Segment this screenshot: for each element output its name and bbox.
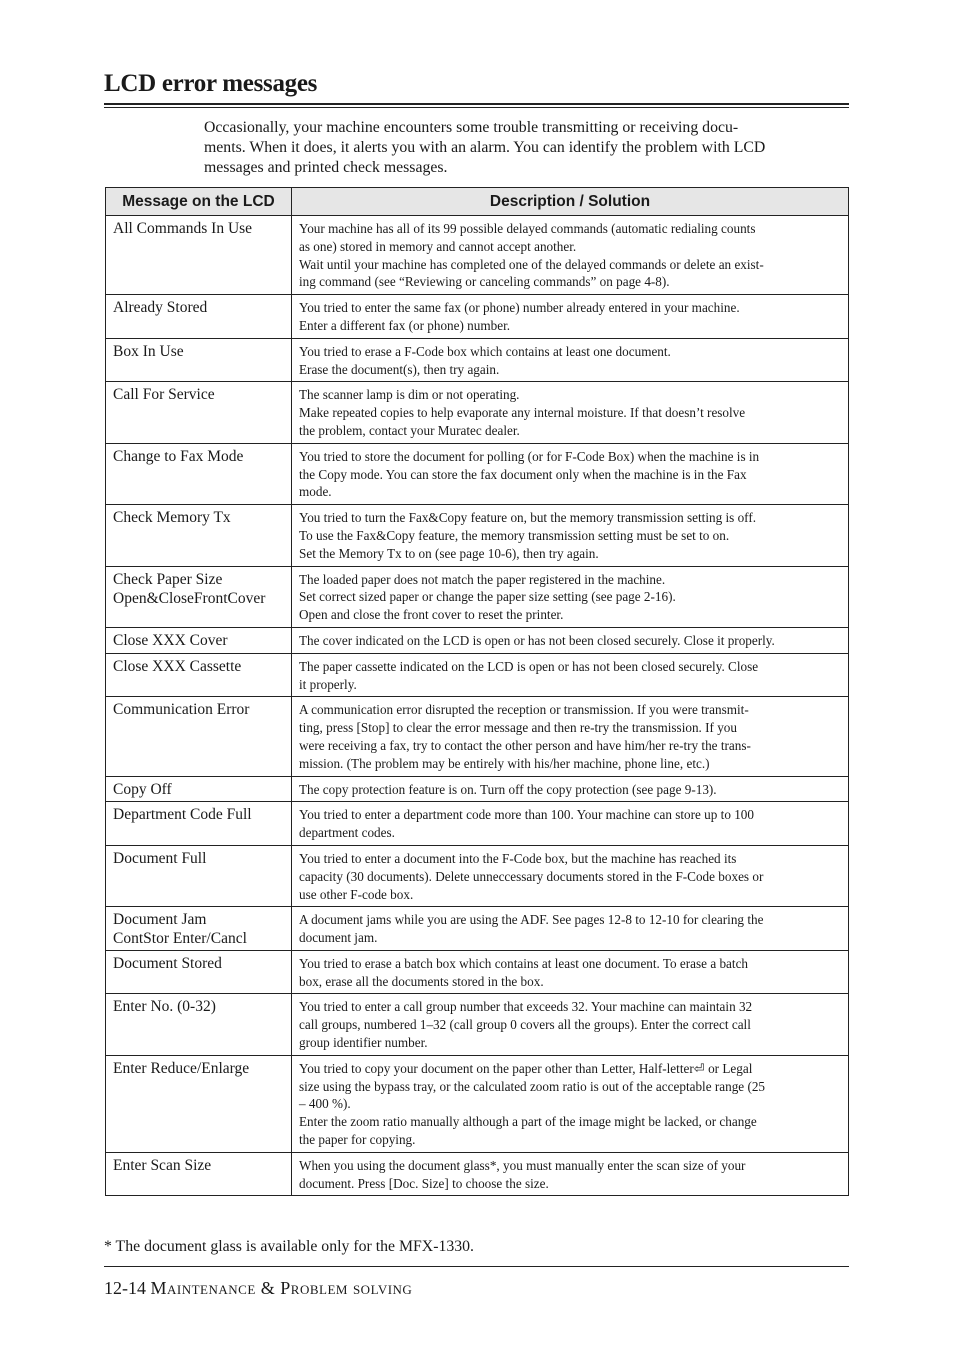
description-cell: [292, 627, 849, 653]
description-cell: [292, 845, 849, 906]
lcd-message-cell: [106, 382, 292, 443]
description-text: department codes.: [299, 825, 395, 841]
lcd-message-text: Enter No. (0-32): [113, 998, 216, 1016]
description-text: ing command (see “Reviewing or canceling commands” on page 4-8).: [299, 274, 670, 290]
table-row: [106, 907, 849, 951]
intro-line: ments. When it does, it alerts you with an alarm. You can identify the problem with LCD: [204, 139, 766, 156]
description-text: To use the Fax&Copy feature, the memory transmission setting must be set to on.: [299, 527, 730, 543]
lcd-message-text: Already Stored: [113, 299, 208, 317]
lcd-message-cell: [106, 1152, 292, 1196]
description-cell: [292, 1152, 849, 1196]
column-header-message: Message on the LCD: [106, 188, 292, 216]
intro-line: Occasionally, your machine encounters some trouble transmitting or receiving docu-: [204, 119, 739, 136]
description-cell: [292, 566, 849, 627]
column-header-description: Description / Solution: [292, 188, 849, 216]
lcd-message-text: Open&CloseFrontCover: [113, 589, 266, 607]
title-rule-thick: [104, 103, 849, 105]
table-row: [106, 653, 849, 697]
lcd-message-text: ContStor Enter/Cancl: [113, 930, 247, 948]
table-row: [106, 505, 849, 566]
table-header-row: [106, 188, 849, 216]
description-text: the problem, contact your Muratec dealer.: [299, 422, 520, 438]
lcd-message-cell: [106, 338, 292, 382]
table-row: [106, 697, 849, 776]
description-text: document. Press [Doc. Size] to choose the size.: [299, 1175, 549, 1191]
lcd-message-cell: [106, 907, 292, 951]
description-cell: [292, 907, 849, 951]
table-row: [106, 295, 849, 339]
description-text: Your machine has all of its 99 possible delayed commands (automatic redialing counts: [299, 221, 756, 236]
description-cell: [292, 802, 849, 846]
lcd-message-text: Document Jam: [113, 911, 207, 929]
lcd-message-text: Close XXX Cover: [113, 631, 228, 649]
lcd-message-cell: [106, 566, 292, 627]
description-text: You tried to erase a F-Code box which contains at least one document.: [299, 343, 671, 359]
description-text: the Copy mode. You can store the fax document only when the machine is in the Fax: [299, 466, 747, 482]
description-text: as one) stored in memory and cannot accept another.: [299, 238, 577, 254]
description-text: Set correct sized paper or change the paper size setting (see page 2-16).: [299, 589, 676, 605]
description-cell: [292, 295, 849, 339]
description-text: You tried to enter a call group number that exceeds 32. Your machine can maintain 32: [299, 999, 753, 1015]
lcd-message-cell: [106, 994, 292, 1055]
description-text: The paper cassette indicated on the LCD is open or has not been closed securely. Close: [299, 658, 759, 674]
description-text: Enter the zoom ratio manually although a part of the image might be lacked, or change: [299, 1114, 757, 1130]
description-text: group identifier number.: [299, 1035, 428, 1051]
lcd-message-cell: [106, 216, 292, 295]
description-text: size using the bypass tray, or the calculated zoom ratio is out of the acceptable range (25: [299, 1078, 766, 1094]
lcd-message-cell: [106, 443, 292, 504]
title-rule-thin: [104, 107, 849, 108]
description-text: A document jams while you are using the ADF. See pages 12-8 to 12-10 for clearing the: [299, 912, 764, 928]
description-cell: [292, 776, 849, 802]
description-text: You tried to erase a batch box which contains at least one document. To erase a batch: [299, 955, 749, 971]
section-title: Maintenance & Problem solving: [150, 1278, 413, 1298]
page-title: LCD error messages: [104, 70, 318, 97]
table-row: [106, 216, 849, 295]
lcd-message-cell: [106, 505, 292, 566]
description-cell: [292, 443, 849, 504]
lcd-message-text: Enter Reduce/Enlarge: [113, 1059, 250, 1077]
description-text: Enter a different fax (or phone) number.: [299, 317, 511, 333]
description-cell: [292, 338, 849, 382]
description-text: were receiving a fax, try to contact the other person and have him/her re-try the trans-: [299, 737, 751, 753]
description-text: A communication error disrupted the reception or transmission. If you were transmit-: [299, 702, 749, 718]
description-cell: [292, 653, 849, 697]
description-text: call groups, numbered 1–32 (call group 0 covers all the groups). Enter the correct call: [299, 1017, 751, 1033]
description-text: document jam.: [299, 930, 378, 946]
description-text: The loaded paper does not match the paper registered in the machine.: [299, 571, 666, 587]
description-text: Erase the document(s), then try again.: [299, 361, 500, 377]
table-row: [106, 338, 849, 382]
description-text: capacity (30 documents). Delete unneccessary documents stored in the F-Code boxes or: [299, 868, 764, 884]
lcd-message-text: Document Full: [113, 849, 207, 867]
description-text: You tried to enter a document into the F-Code box, but the machine has reached its: [299, 850, 737, 866]
description-text: ting, press [Stop] to clear the error message and then re-try the transmission. If you: [299, 720, 737, 736]
table-row: [106, 382, 849, 443]
lcd-message-text: Check Memory Tx: [113, 509, 231, 527]
lcd-message-text: Box In Use: [113, 342, 184, 360]
lcd-message-text: All Commands In Use: [113, 220, 253, 237]
lcd-message-text: Enter Scan Size: [113, 1156, 212, 1174]
description-text: You tried to enter the same fax (or phone) number already entered in your machine.: [299, 300, 740, 316]
lcd-message-cell: [106, 295, 292, 339]
lcd-message-text: Document Stored: [113, 954, 222, 972]
page-footer: [104, 1278, 412, 1299]
lcd-message-cell: [106, 802, 292, 846]
description-text: The cover indicated on the LCD is open or has not been closed securely. Close it properly.: [299, 632, 775, 648]
description-text: You tried to copy your document on the paper other than Letter, Half-letter⏎ or Legal: [299, 1060, 753, 1076]
description-text: The copy protection feature is on. Turn off the copy protection (see page 9-13).: [299, 781, 717, 797]
table-row: [106, 627, 849, 653]
description-cell: [292, 382, 849, 443]
lcd-message-cell: [106, 1055, 292, 1152]
description-cell: [292, 216, 849, 295]
lcd-message-cell: [106, 627, 292, 653]
description-cell: [292, 697, 849, 776]
lcd-message-cell: [106, 950, 292, 994]
lcd-message-cell: [106, 653, 292, 697]
description-text: mode.: [299, 484, 332, 500]
lcd-message-text: Copy Off: [113, 780, 172, 798]
description-text: Open and close the front cover to reset the printer.: [299, 607, 564, 623]
description-text: it properly.: [299, 676, 357, 692]
table-row: [106, 776, 849, 802]
description-cell: [292, 505, 849, 566]
table-row: [106, 802, 849, 846]
table-row: [106, 950, 849, 994]
description-text: box, erase all the documents stored in the box.: [299, 973, 544, 989]
description-text: the paper for copying.: [299, 1132, 416, 1148]
lcd-message-text: Check Paper Size: [113, 570, 223, 588]
lcd-message-text: Communication Error: [113, 701, 250, 719]
table-row: [106, 1055, 849, 1152]
lcd-message-text: Change to Fax Mode: [113, 447, 244, 465]
footnote: * The document glass is available only for the MFX-1330.: [104, 1238, 474, 1255]
table-row: [106, 566, 849, 627]
description-text: use other F-code box.: [299, 886, 414, 902]
table-row: [106, 845, 849, 906]
table-row: [106, 994, 849, 1055]
description-text: mission. (The problem may be entirely with his/her machine, phone line, etc.): [299, 755, 710, 771]
lcd-message-cell: [106, 697, 292, 776]
description-text: You tried to turn the Fax&Copy feature on, but the memory transmission setting is off.: [299, 510, 757, 526]
description-text: Make repeated copies to help evaporate any internal moisture. If that doesn’t resolve: [299, 405, 746, 421]
description-cell: [292, 950, 849, 994]
description-text: You tried to store the document for polling (or for F-Code Box) when the machine is in: [299, 448, 760, 464]
description-text: When you using the document glass*, you must manually enter the scan size of your: [299, 1157, 746, 1173]
table-row: [106, 443, 849, 504]
description-cell: [292, 994, 849, 1055]
lcd-message-text: Close XXX Cassette: [113, 657, 242, 675]
description-cell: [292, 1055, 849, 1152]
description-text: Wait until your machine has completed one of the delayed commands or delete an exist-: [299, 256, 764, 272]
intro-line: messages and printed check messages.: [204, 159, 448, 176]
page-number: 12-14: [104, 1278, 146, 1298]
lcd-message-text: Call For Service: [113, 386, 215, 404]
description-text: – 400 %).: [299, 1096, 351, 1112]
description-text: Set the Memory Tx to on (see page 10-6), then try again.: [299, 545, 599, 561]
lcd-error-table: [105, 187, 849, 1196]
lcd-message-text: Department Code Full: [113, 806, 252, 824]
description-text: The scanner lamp is dim or not operating.: [299, 387, 520, 403]
table-row: [106, 1152, 849, 1196]
footer-rule: [104, 1266, 849, 1267]
lcd-message-cell: [106, 776, 292, 802]
intro-paragraph: [204, 118, 854, 178]
lcd-message-cell: [106, 845, 292, 906]
description-text: You tried to enter a department code more than 100. Your machine can store up to 100: [299, 807, 754, 823]
